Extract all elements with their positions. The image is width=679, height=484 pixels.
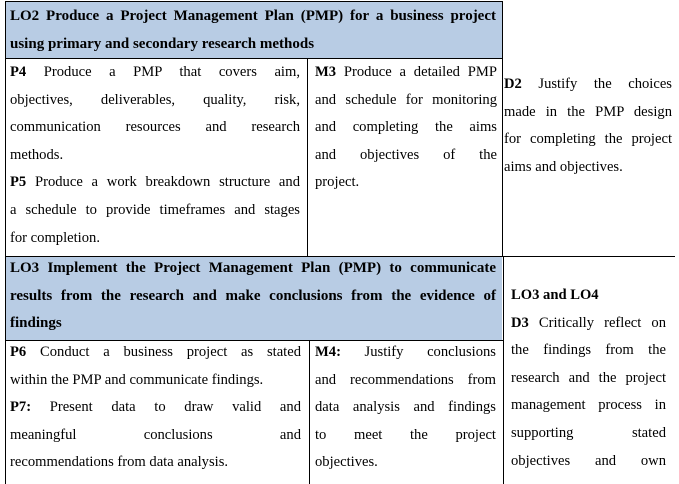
p7-line: meaningful conclusions and xyxy=(10,426,301,443)
lo3-header-line: results from the research and make conclusions from the evidence of xyxy=(10,287,496,304)
m4-line: and recommendations from xyxy=(315,371,496,388)
d3-title: LO3 and LO4 xyxy=(511,287,599,303)
m3-line: and schedule for monitoring xyxy=(315,91,497,108)
lo2-header-line: using primary and secondary research methods xyxy=(10,35,315,52)
p6-line: P6 Conduct a business project as stated xyxy=(10,344,301,360)
d3-line: supporting stated xyxy=(511,424,666,441)
m3-line: M3 Produce a detailed PMP xyxy=(315,64,497,80)
m4-line: objectives. xyxy=(315,454,378,471)
p4-line: P4 Produce a PMP that covers aim, xyxy=(10,64,300,80)
lo3-header-line: findings xyxy=(10,315,62,332)
lo2-header xyxy=(10,3,496,58)
p7-code: P7: xyxy=(10,399,32,416)
lo3-distinction-criteria xyxy=(511,282,666,475)
p7-line: P7: Present data to draw valid and xyxy=(10,399,301,416)
d2-line: D2 Justify the choices xyxy=(504,76,672,92)
d2-code: D2 xyxy=(504,76,522,92)
d2-line: made in the PMP design xyxy=(504,103,672,120)
p4-code: P4 xyxy=(10,64,27,80)
lo2-header-line: LO2 Produce a Project Management Plan (PMP) for a business project xyxy=(10,8,496,24)
m3-line: project. xyxy=(315,174,360,191)
d2-line: aims and objectives. xyxy=(504,158,623,175)
lo3-merit-criteria xyxy=(315,339,496,477)
p4-line: objectives, deliverables, quality, risk, xyxy=(10,91,300,108)
border-lo2-header-right xyxy=(502,1,503,58)
p7-line: recommendations from data analysis. xyxy=(10,454,229,471)
p5-line: for completion. xyxy=(10,229,100,246)
m4-line: M4: Justify conclusions xyxy=(315,344,496,360)
p5-code: P5 xyxy=(10,174,27,191)
m3-line: and completing the aims xyxy=(315,119,497,136)
d3-line: management process in xyxy=(511,397,666,414)
d3-code: D3 xyxy=(511,314,529,331)
m3-code: M3 xyxy=(315,64,337,80)
lo2-distinction-criteria xyxy=(504,71,672,181)
d2-line: for completing the project xyxy=(504,131,672,148)
p5-line: a schedule to provide timeframes and stages xyxy=(10,201,300,218)
d3-line: objectives and own xyxy=(511,452,666,469)
lo2-pass-criteria xyxy=(10,59,300,252)
m4-line: to meet the project xyxy=(315,426,496,443)
m4-code: M4: xyxy=(315,344,341,360)
border-lo3-pass-merit xyxy=(309,340,310,484)
d3-line: research and the project xyxy=(511,369,666,386)
p6-line: within the PMP and communicate findings. xyxy=(10,371,264,388)
lo3-header xyxy=(10,255,496,338)
lo2-merit-criteria xyxy=(315,59,497,197)
lo3-pass-criteria xyxy=(10,339,301,477)
border-top xyxy=(5,1,502,2)
border-lo3-header-right xyxy=(503,256,504,484)
m4-line: data analysis and findings xyxy=(315,399,496,416)
p4-line: methods. xyxy=(10,146,64,163)
p4-line: communication resources and research xyxy=(10,119,300,136)
d3-line: the findings from the xyxy=(511,342,666,359)
border-left xyxy=(5,1,6,484)
d3-line: D3 Critically reflect on xyxy=(511,314,666,331)
border-lo2-merit-dist xyxy=(502,58,503,256)
p5-line: P5 Produce a work breakdown structure and xyxy=(10,174,300,191)
m3-line: and objectives of the xyxy=(315,146,497,163)
p6-code: P6 xyxy=(10,344,27,360)
lo3-header-line: LO3 Implement the Project Management Plan (PMP) to communicate xyxy=(10,260,496,276)
border-lo2-pass-merit xyxy=(307,58,308,256)
